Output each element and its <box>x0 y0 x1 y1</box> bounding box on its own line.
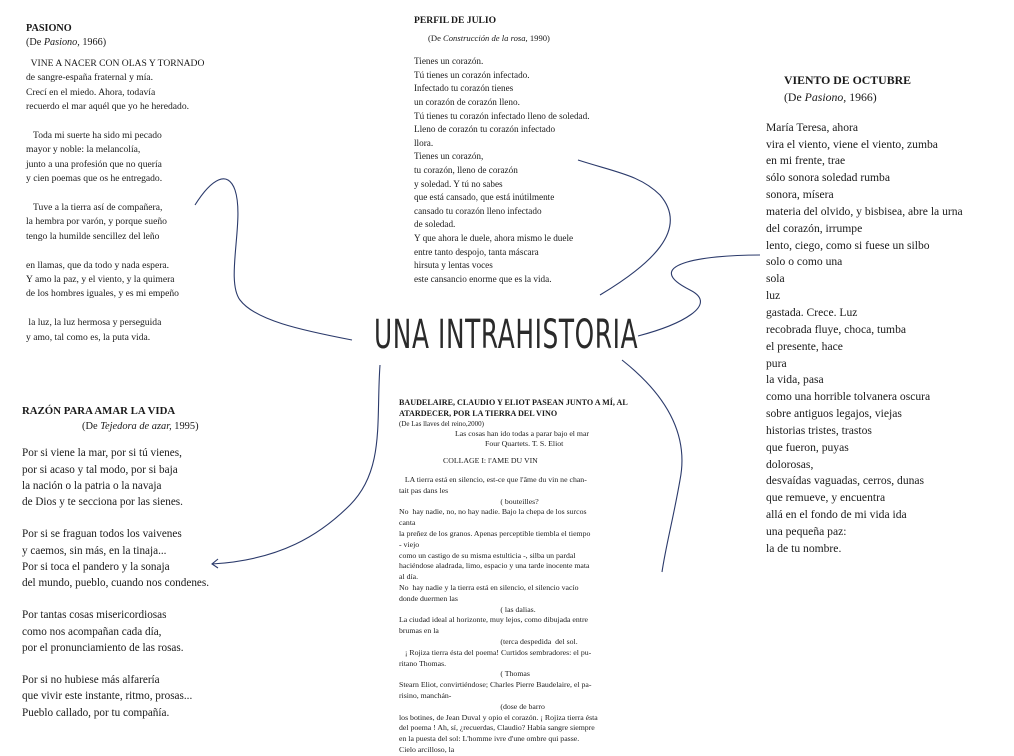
poem-line: como un castigo de su misma estulticia -, silba un pardal <box>399 550 576 560</box>
poem-line: dolorosas, <box>766 457 814 471</box>
poem-line: ( las dalias. <box>399 604 536 614</box>
poem-line <box>22 591 209 607</box>
poem-line: ¡ Rojiza tierra ésta del poema! Curtidos sembradores: el pu- <box>399 647 592 657</box>
poem-razon-para-amar-la-vida <box>22 403 209 721</box>
poem-lines <box>414 55 590 286</box>
poem-line: ( bouteilles? <box>399 496 539 506</box>
poem-line: llora. <box>414 137 434 148</box>
poem-line: LA tierra está en silencio, est-ce que l'âme du vin ne chan- <box>399 474 587 484</box>
poem-line: que fueron, puyas <box>766 440 849 454</box>
poem-source: (De Tejedora de azar, 1995) <box>82 421 199 433</box>
poem-line: el presente, hace <box>766 339 843 353</box>
center-title: UNA INTRAHISTORIA <box>374 312 639 358</box>
poem-source: (De Pasiono, 1966) <box>784 89 877 104</box>
poem-line: ritano Thomas. <box>399 658 447 668</box>
poem-title: RAZÓN PARA AMAR LA VIDA <box>22 405 176 417</box>
poem-line: de los hombres iguales, y es mi empeño <box>26 288 179 300</box>
connector-to-razon <box>212 365 380 564</box>
poem-pasiono <box>26 22 204 345</box>
poem-line: en mi frente, trae <box>766 154 846 168</box>
poem-lines <box>399 475 634 756</box>
poem-line: sonora, mísera <box>766 188 834 202</box>
poem-line: sola <box>766 272 785 286</box>
poem-line: junto a una profesión que no quería <box>26 158 162 170</box>
poem-line: Por si viene la mar, por si tú vienes, <box>22 447 182 460</box>
poem-line: María Teresa, ahora <box>766 120 858 134</box>
poem-line: de sangre-españa fraternal y mía. <box>26 72 154 84</box>
poem-lines <box>26 57 204 345</box>
poem-line: al día. <box>399 572 419 582</box>
poem-line: Cielo arcilloso, la <box>399 744 455 754</box>
poem-line: pura <box>766 356 787 370</box>
poem-line: Y amo la paz, y el viento, y la quimera <box>26 273 175 285</box>
poem-line: haciéndose aladrada, limo, espacio y una tarde inocente mata <box>399 561 590 571</box>
poem-line: entre tanto despojo, tanta máscara <box>414 246 539 257</box>
poem-line: que vivir este instante, ritmo, prosas... <box>22 690 193 703</box>
poem-epigraph-author: Four Quartets. T. S. Eliot <box>485 439 564 449</box>
poem-line: Stearn Eliot, convirtiéndose; Charles Pierre Baudelaire, el pa- <box>399 680 592 690</box>
poem-lines <box>22 445 209 720</box>
poem-line <box>26 114 204 128</box>
poem-epigraph: Las cosas han ido todas a parar bajo el mar <box>455 428 590 438</box>
poem-line: tait pas dans les <box>399 485 449 495</box>
poem-line: los botines, de Jean Duval y opio el corazón. ¡ Rojiza tierra ésta <box>399 712 598 722</box>
poem-baudelaire-claudio-eliot <box>399 398 634 756</box>
poem-line: como nos acompañan cada día, <box>22 625 162 638</box>
poem-line: Y que ahora le duele, ahora mismo le duele <box>414 232 574 243</box>
poem-line: que está cansado, que está inútilmente <box>414 192 555 203</box>
poem-line: Por si toca el pandero y la sonaja <box>22 560 170 573</box>
poem-line: tengo la humilde sencillez del leño <box>26 230 160 242</box>
poem-line <box>26 302 204 316</box>
poem-line: tu corazón, lleno de corazón <box>414 164 518 175</box>
poem-line: en la puesta del sol: L'homme ivre d'une ombre qui passe. <box>399 734 580 744</box>
poem-line: como una horrible tolvanera oscura <box>766 390 931 404</box>
poem-line: gastada. Crece. Luz <box>766 305 858 319</box>
poem-line: Infectado tu corazón tienes <box>414 83 514 94</box>
poem-line: una pequeña paz: <box>766 524 847 538</box>
poem-line: la hembra por varón, y porque sueño <box>26 216 167 228</box>
poem-source: (De Construcción de la rosa, 1990) <box>428 32 550 43</box>
poem-line: Tienes un corazón. <box>414 56 484 67</box>
poem-line <box>22 510 209 526</box>
poem-line: donde duermen las <box>399 593 458 603</box>
poem-line: por el pronunciamiento de las rosas. <box>22 641 184 654</box>
poem-line: desvaídas vaguadas, cerros, dunas <box>766 474 925 488</box>
poem-line: ( Thomas <box>399 669 530 679</box>
collage-heading: COLLAGE I: l'AME DU VIN <box>443 456 538 466</box>
poem-line: Tienes un corazón, <box>414 151 484 162</box>
poem-title: VIENTO DE OCTUBRE <box>784 73 911 87</box>
poem-source: (De Las llaves del reino,2000) <box>399 419 484 428</box>
poem-line: historias tristes, trastos <box>766 423 872 437</box>
poem-line: y cien poemas que os he entregado. <box>26 173 163 185</box>
poem-line: risino, manchán- <box>399 690 452 700</box>
poem-line: brumas en la <box>399 626 439 636</box>
poem-line: la de tu nombre. <box>766 541 842 555</box>
poem-line: cansado tu corazón lleno infectado <box>414 205 542 216</box>
poem-line: Por si no hubiese más alfarería <box>22 674 160 687</box>
poem-line: y caemos, sin más, en la tinaja... <box>22 544 167 557</box>
poem-line: sobre antiguos legajos, viejas <box>766 407 902 421</box>
poem-line: Tú tienes un corazón infectado. <box>414 69 530 80</box>
poem-line: solo o como una <box>766 255 843 269</box>
poem-line: un corazón de corazón lleno. <box>414 96 520 107</box>
poem-line: Lleno de corazón tu corazón infectado <box>414 124 556 135</box>
poem-line: la nación o la patria o la navaja <box>22 479 162 492</box>
poem-line: Crecí en el miedo. Ahora, todavía <box>26 86 156 98</box>
poem-line: de soledad. <box>414 219 456 230</box>
poem-line: recuerdo el mar aquél que yo he heredado. <box>26 101 190 113</box>
poem-line: La ciudad ideal al horizonte, muy lejos, como dibujada entre <box>399 615 589 625</box>
poem-line: que remueve, y encuentra <box>766 491 886 505</box>
poem-perfil-de-julio <box>414 14 590 286</box>
connector-to-pasiono <box>195 179 352 340</box>
poem-line: mayor y noble: la melancolía, <box>26 144 141 156</box>
poem-line: Tuve a la tierra así de compañera, <box>26 201 163 213</box>
connector-to-viento <box>638 255 760 336</box>
connector-to-perfil <box>578 160 670 295</box>
poem-title: PASIONO <box>26 23 72 34</box>
poem-line <box>22 656 209 672</box>
poem-line: vira el viento, viene el viento, zumba <box>766 137 938 151</box>
poem-line: la luz, la luz hermosa y perseguida <box>26 317 162 329</box>
poem-line: Toda mi suerte ha sido mi pecado <box>26 129 162 141</box>
poem-line: y amo, tal como es, la puta vida. <box>26 331 151 343</box>
poem-line: No hay nadie y la tierra está en silencio, el silencio vacío <box>399 582 579 592</box>
poem-line: y soledad. Y tú no sabes <box>414 178 503 189</box>
poem-line <box>26 244 204 258</box>
poem-line: - viejo <box>399 539 420 549</box>
poem-line: en llamas, que da todo y nada espera. <box>26 259 170 271</box>
poem-line: Por si se fraguan todos los vaivenes <box>22 528 182 541</box>
poem-line: por si acaso y tal modo, por si baja <box>22 463 178 476</box>
poem-line: la preñez de los granos. Apenas perceptible tiembla el tiempo <box>399 528 591 538</box>
poem-line: del poema ! Ah, sí, ¿recuerdas, Claudio? Había sangre siempre <box>399 723 595 733</box>
poem-line: de Dios y te secciona por las sienes. <box>22 496 183 509</box>
poem-line: (dose de barro <box>399 701 545 711</box>
poem-line: No hay nadie, no, no hay nadie. Bajo la chepa de los surcos <box>399 507 587 517</box>
poem-line: Por tantas cosas misericordiosas <box>22 609 167 622</box>
poem-viento-de-octubre <box>766 72 963 558</box>
poem-line: del corazón, irrumpe <box>766 221 863 235</box>
poem-line: luz <box>766 289 781 303</box>
poem-line: hirsuta y lentas voces <box>414 260 493 271</box>
poem-line: Tú tienes tu corazón infectado lleno de soledad. <box>414 110 590 121</box>
poem-title-line2: ATARDECER, POR LA TIERRA DEL VINO <box>399 408 558 418</box>
poem-line: Pueblo callado, por tu compañía. <box>22 706 170 719</box>
poem-line: lento, ciego, como si fuese un silbo <box>766 238 930 252</box>
poem-line: la vida, pasa <box>766 373 824 387</box>
poem-line: (terca despedida del sol. <box>399 636 578 646</box>
poem-lines <box>766 120 963 558</box>
poem-source: (De Pasiono, 1966) <box>26 37 107 49</box>
poem-line: materia del olvido, y bisbisea, abre la urna <box>766 204 963 218</box>
poem-line: VINE A NACER CON OLAS Y TORNADO <box>26 57 205 69</box>
poem-line: canta <box>399 518 416 528</box>
poem-line: recobrada fluye, choca, tumba <box>766 322 907 336</box>
poem-line: allá en el fondo de mi vida ida <box>766 508 907 522</box>
poem-line: este cansancio enorme que es la vida. <box>414 273 552 284</box>
poem-title: PERFIL DE JULIO <box>414 15 497 26</box>
poem-title-line1: BAUDELAIRE, CLAUDIO Y ELIOT PASEAN JUNTO A MÍ, AL <box>399 398 628 407</box>
poem-line: del mundo, pueblo, cuando nos condenes. <box>22 577 210 590</box>
poem-line: sólo sonora soledad rumba <box>766 171 890 185</box>
poem-line <box>26 186 204 200</box>
